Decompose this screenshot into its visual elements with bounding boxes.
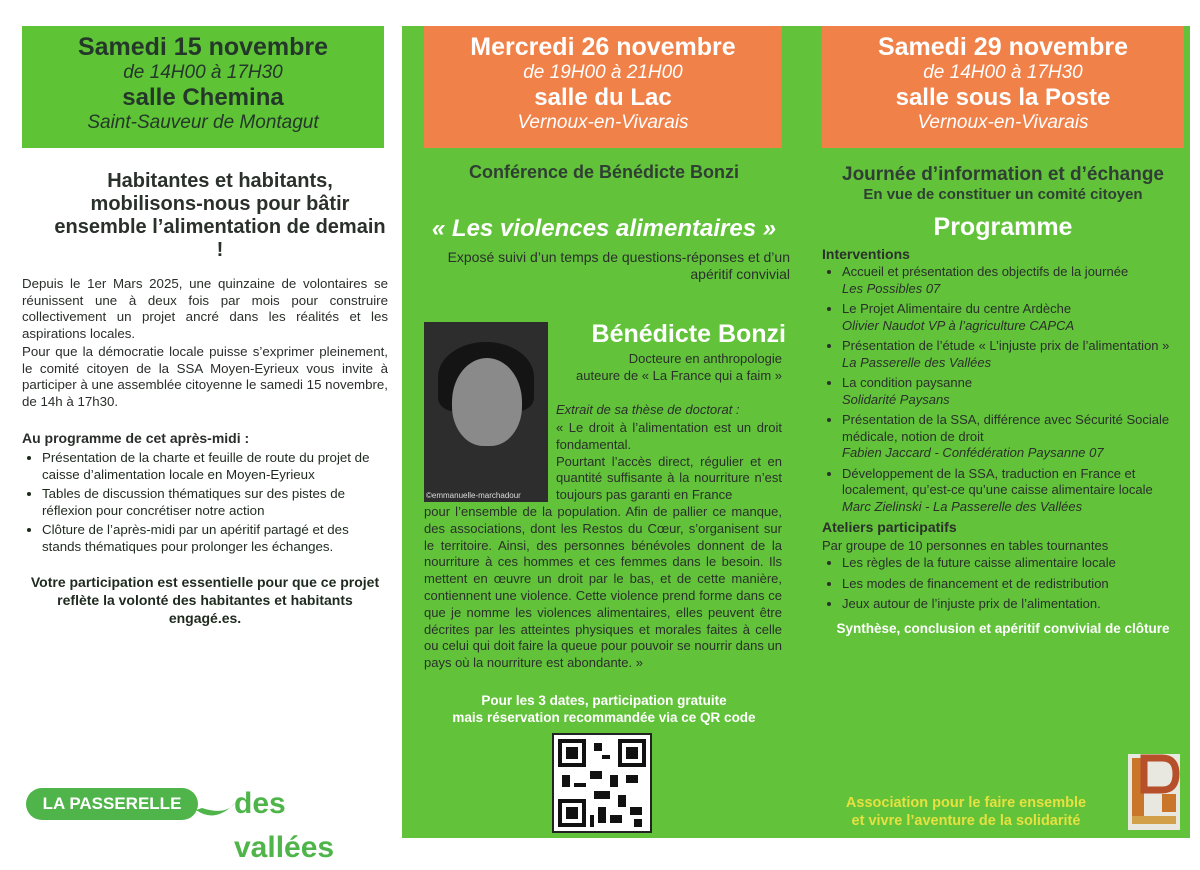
event-date: Samedi 29 novembre (877, 33, 1129, 61)
talk-format: Exposé suivi d’un temps de questions-réponses et d’un apéritif convivial (447, 249, 790, 282)
item-title: Le Projet Alimentaire du centre Ardèche (842, 301, 1072, 316)
list-item: • Jeux autour de l’injuste prix de l’alimentation. (842, 596, 1184, 613)
program-title: Au programme de cet après-midi : (22, 430, 250, 446)
participation-line-2: mais réservation recommandée via ce QR code (452, 710, 756, 725)
event-header-1 (22, 26, 384, 148)
speaker-role-1: Docteure en anthropologie (628, 351, 782, 366)
event-date: Samedi 15 novembre (77, 33, 329, 61)
participation-line-1: Pour les 3 dates, participation gratuite (481, 693, 727, 708)
list-item: • Présentation de la charte et feuille de route du projet de caisse d’alimentation locale en Moyen-Eyrieux (42, 450, 388, 483)
speaker-role-2: auteure de « La France qui a faim » (576, 368, 782, 383)
excerpt-title: Extrait de sa thèse de doctorat : (556, 402, 740, 417)
event-header-2 (424, 26, 782, 148)
list-item (842, 338, 1184, 371)
synthesis-text: Synthèse, conclusion et apéritif convivial de clôture (836, 620, 1170, 636)
intro-paragraph-1: Depuis le 1er Mars 2025, une quinzaine de volontaires se réunissent une à deux fois par mois pour construire collectivement un projet ancré dans les réalités et les aspirations locales. (22, 276, 388, 341)
item-speaker: Solidarité Paysans (842, 391, 950, 407)
list-item (842, 412, 1184, 462)
intro-paragraph-2: Pour que la démocratie locale puisse s’exprimer pleinement, le comité citoyen de la SSA Moyen-Eyrieux vous invite à participer à une assemblée citoyenne le samedi 15 novembre, de 14h à 17h30. (22, 344, 388, 409)
talk-title: « Les violences alimentaires » (431, 215, 777, 242)
excerpt-part-c: pour l’ensemble de la population. Afin de pallier ce manque, des associations, dont les Restos du Cœur, s’organisent sur le territoire. Ainsi, des personnes bénévoles donnent de la nourriture à ces hommes et ces femmes dans le besoin. Ils mettent en œuvre un droit par le bas, et de cette manière, contiennent une violence. Cette violence prend forme dans ce que je nomme les violences alimentaires, elles peuvent être décrites par les atteintes physiques et morales faites à celle ou celui qui doit faire la queue pour pouvoir se nourrir dans un pays où la nourriture est abondante. » (424, 503, 782, 671)
event-place: salle Chemina (122, 84, 284, 111)
event-time: de 14H00 à 17H30 (923, 62, 1083, 83)
conference-title: Conférence de Bénédicte Bonzi (468, 162, 740, 182)
event-town: Vernoux-en-Vivarais (517, 112, 689, 133)
closing-text: Votre participation est essentielle pour que ce projet reflète la volonté des habitantes et habitants engagé.es. (30, 574, 380, 626)
interventions-list (822, 264, 1184, 515)
headline: Habitantes et habitants, mobilisons-nous pour bâtir ensemble l’alimentation de demain ! (54, 170, 386, 261)
workshops-heading: Ateliers participatifs (822, 519, 957, 535)
item-speaker: Olivier Naudot VP à l’agriculture CAPCA (842, 317, 1075, 333)
passerelle-logo (26, 782, 386, 864)
item-title: La condition paysanne (842, 375, 973, 390)
program-list (22, 450, 388, 555)
event-date: Mercredi 26 novembre (470, 33, 736, 61)
list-item: • Tables de discussion thématiques sur des pistes de réflexion pour concrétiser notre action (42, 486, 388, 519)
photo-credit: ©emmanuelle-marchadour (426, 491, 521, 500)
program-heading: Programme (933, 213, 1073, 241)
list-item: • Les modes de financement et de redistribution (842, 576, 1184, 593)
excerpt-part-a: « Le droit à l’alimentation est un droit fondamental. (556, 420, 782, 452)
event-place: salle sous la Poste (895, 84, 1111, 111)
list-item: • Clôture de l’après-midi par un apéritif partagé et des stands thématiques pour prolonger les échanges. (42, 522, 388, 555)
item-title: Développement de la SSA, traduction en France et localement, qu’est-ce qu’une caisse alimentaire locale (842, 465, 1153, 497)
interventions-heading: Interventions (822, 246, 910, 262)
slogan-line-1: Association pour le faire ensemble (845, 795, 1087, 811)
item-title: Accueil et présentation des objectifs de la journée (842, 264, 1129, 279)
event-time: de 14H00 à 17H30 (123, 62, 283, 83)
speaker-role (556, 350, 782, 384)
slogan-line-2: et vivre l’aventure de la solidarité (851, 813, 1081, 829)
event-town: Vernoux-en-Vivarais (917, 112, 1089, 133)
workshops-list (822, 555, 1184, 613)
event-town: Saint-Sauveur de Montagut (87, 112, 319, 133)
qr-code-icon[interactable] (552, 733, 652, 833)
event-time: de 19H00 à 21H00 (523, 62, 683, 83)
item-title: Présentation de l’étude « L’injuste prix de l’alimentation » (842, 338, 1170, 353)
participation-note (418, 692, 790, 726)
logo-pill: LA PASSERELLE (26, 788, 198, 820)
association-logo-icon (1124, 752, 1184, 832)
excerpt (424, 420, 782, 672)
association-slogan (810, 794, 1122, 830)
event-place: salle du Lac (534, 84, 672, 111)
list-item (842, 466, 1184, 516)
item-title: Présentation de la SSA, différence avec Sécurité Sociale médicale, notion de droit (842, 412, 1170, 444)
day-subtitle: En vue de constituer un comité citoyen (863, 186, 1143, 203)
list-item (842, 375, 1184, 408)
workshops-format: Par groupe de 10 personnes en tables tournantes (822, 538, 1109, 553)
logo-text: des vallées (234, 787, 335, 864)
item-speaker: Les Possibles 07 (842, 280, 941, 296)
column-2 (418, 162, 790, 283)
list-item (842, 301, 1184, 334)
list-item: • Les règles de la future caisse alimentaire locale (842, 555, 1184, 572)
item-speaker: Marc Zielinski - La Passerelle des Vallées (842, 498, 1083, 514)
list-item (842, 264, 1184, 297)
day-title: Journée d’information et d’échange (842, 164, 1164, 185)
column-1 (22, 26, 388, 826)
item-speaker: La Passerelle des Vallées (842, 354, 992, 370)
event-header-3 (822, 26, 1184, 148)
excerpt-part-b: Pourtant l’accès direct, régulier et en quantité suffisante à la nourriture n’est toujours pas garanti en France (556, 453, 782, 503)
item-speaker: Fabien Jaccard - Confédération Paysanne 07 (842, 445, 1104, 460)
speaker-name: Bénédicte Bonzi (591, 320, 786, 348)
column-3 (822, 164, 1184, 636)
